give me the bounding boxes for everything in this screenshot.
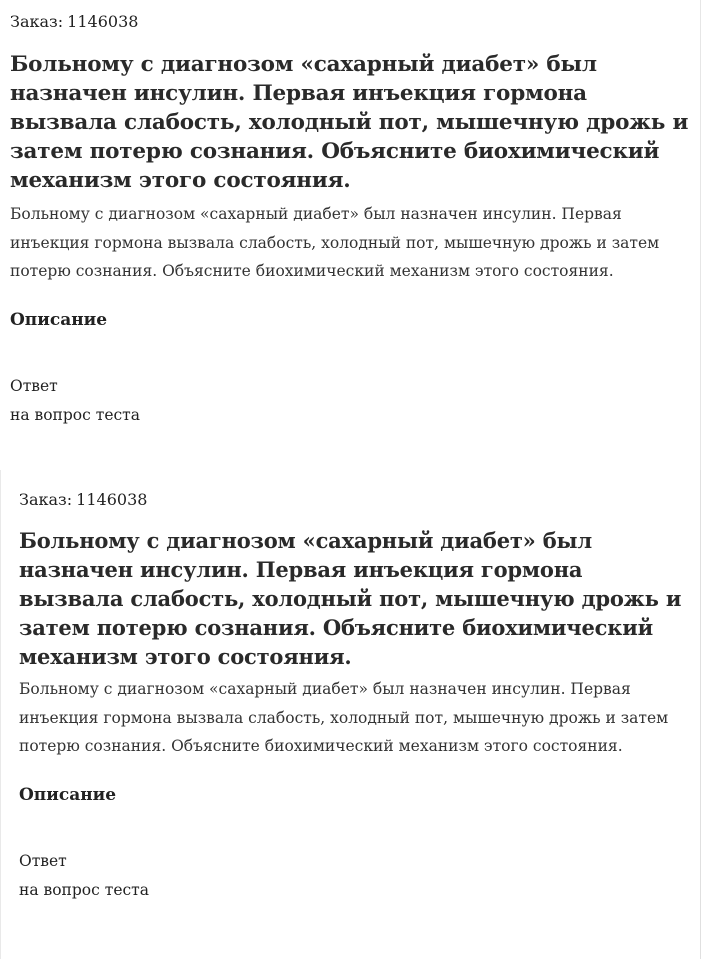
answer-caption: на вопрос теста <box>19 880 149 899</box>
question-description: Больному с диагнозом «сахарный диабет» был назначен инсулин. Первая инъекция гормона вызвала слабость, холодный пот, мышечную дрожь и затем потерю сознания. Объясните биохимический механизм этого состояния. <box>10 205 660 280</box>
order-number: 1146038 <box>76 490 148 509</box>
order-id <box>19 488 682 512</box>
answer-caption: на вопрос теста <box>10 405 140 424</box>
answer-label: Ответ <box>19 851 67 870</box>
order-label: Заказ: <box>10 12 64 31</box>
description-heading: Описание <box>10 309 108 330</box>
order-card <box>0 0 701 470</box>
question-description: Больному с диагнозом «сахарный диабет» был назначен инсулин. Первая инъекция гормона вызвала слабость, холодный пот, мышечную дрожь и затем потерю сознания. Объясните биохимический механизм этого состояния. <box>19 680 669 755</box>
order-id <box>10 10 690 34</box>
order-label: Заказ: <box>19 490 73 509</box>
description-heading: Описание <box>19 784 117 805</box>
answer-label: Ответ <box>10 376 58 395</box>
answer-block <box>19 847 682 905</box>
order-number: 1146038 <box>67 12 139 31</box>
question-title: Больному с диагнозом «сахарный диабет» был назначен инсулин. Первая инъекция гормона вызвала слабость, холодный пот, мышечную дрожь и затем потерю сознания. Объясните биохимический механизм этого состояния. <box>19 528 682 669</box>
question-title: Больному с диагнозом «сахарный диабет» был назначен инсулин. Первая инъекция гормона вызвала слабость, холодный пот, мышечную дрожь и затем потерю сознания. Объясните биохимический механизм этого состояния. <box>10 52 689 193</box>
answer-block <box>10 372 690 430</box>
order-card <box>0 470 701 959</box>
